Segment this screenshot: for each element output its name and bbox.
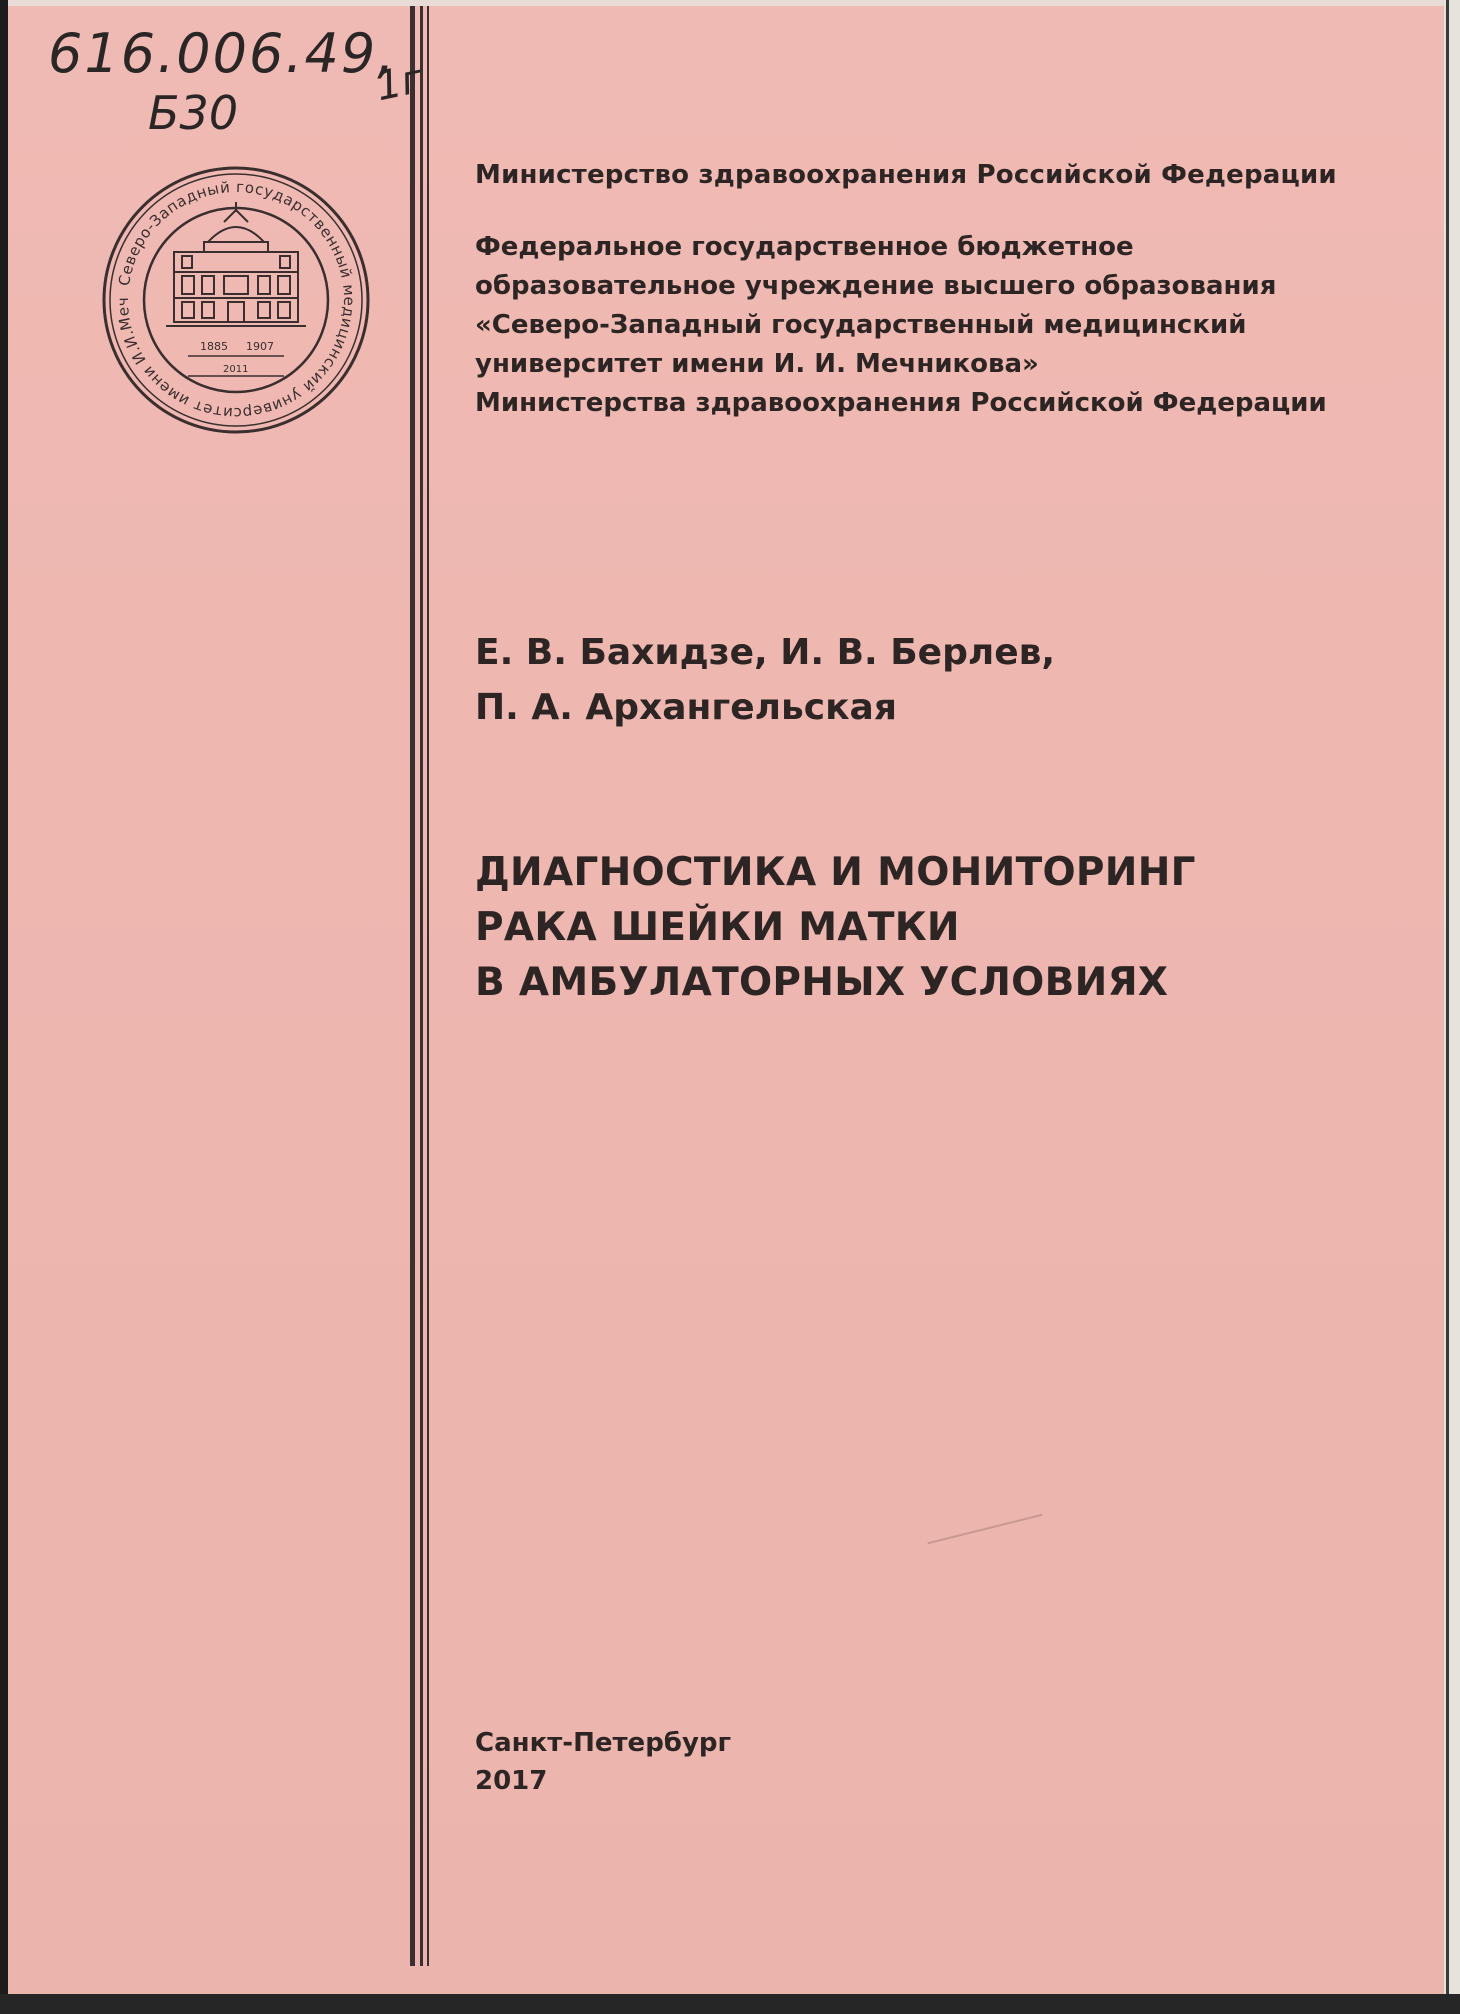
handwritten-note: 1г xyxy=(371,55,427,111)
vertical-rule xyxy=(420,0,423,1966)
scan-top-edge xyxy=(8,0,1444,6)
seal-year-right: 1907 xyxy=(246,340,274,353)
seal-year-left: 1885 xyxy=(200,340,228,353)
imprint-year: 2017 xyxy=(475,1766,548,1796)
seal-emblem xyxy=(96,160,376,440)
svg-text:Северо-Западный государственны xyxy=(96,160,358,422)
institution-line: Министерства здравоохранения Российской Федерации xyxy=(475,388,1327,418)
authors xyxy=(475,625,1055,735)
book-cover xyxy=(8,0,1444,1994)
scan-right-edge xyxy=(1444,0,1460,2014)
ministry-heading: Министерство здравоохранения Российской Федерации xyxy=(475,160,1337,190)
cover-scratch xyxy=(928,1514,1043,1544)
institution-block xyxy=(475,228,1327,423)
handwritten-udc: 616.006.49, xyxy=(48,22,397,85)
scan-bottom-edge xyxy=(0,1994,1460,2014)
authors-line: П. А. Архангельская xyxy=(475,687,897,728)
scan-left-edge xyxy=(0,0,8,2014)
vertical-rule xyxy=(410,0,415,1966)
institution-line: образовательное учреждение высшего образования xyxy=(475,271,1277,301)
seal-year-bottom: 2011 xyxy=(223,364,249,375)
title-line: В АМБУЛАТОРНЫХ УСЛОВИЯХ xyxy=(475,960,1169,1005)
imprint xyxy=(475,1724,731,1800)
imprint-city: Санкт-Петербург xyxy=(475,1728,732,1758)
book-title xyxy=(475,845,1196,1010)
institution-line: университет имени И. И. Мечникова» xyxy=(475,349,1039,379)
institution-line: Федеральное государственное бюджетное xyxy=(475,232,1134,262)
authors-line: Е. В. Бахидзе, И. В. Берлев, xyxy=(475,632,1056,673)
seal-ring-text: Северо-Западный государственный медицинский университет имени И.И.Меч xyxy=(113,177,359,423)
title-line: РАКА ШЕЙКИ МАТКИ xyxy=(475,905,960,950)
vertical-rule xyxy=(427,0,429,1966)
institution-line: «Северо-Западный государственный медицинский xyxy=(475,310,1247,340)
title-line: ДИАГНОСТИКА И МОНИТОРИНГ xyxy=(475,850,1196,895)
handwritten-bbk: Б30 xyxy=(148,86,239,140)
university-seal xyxy=(96,160,376,440)
